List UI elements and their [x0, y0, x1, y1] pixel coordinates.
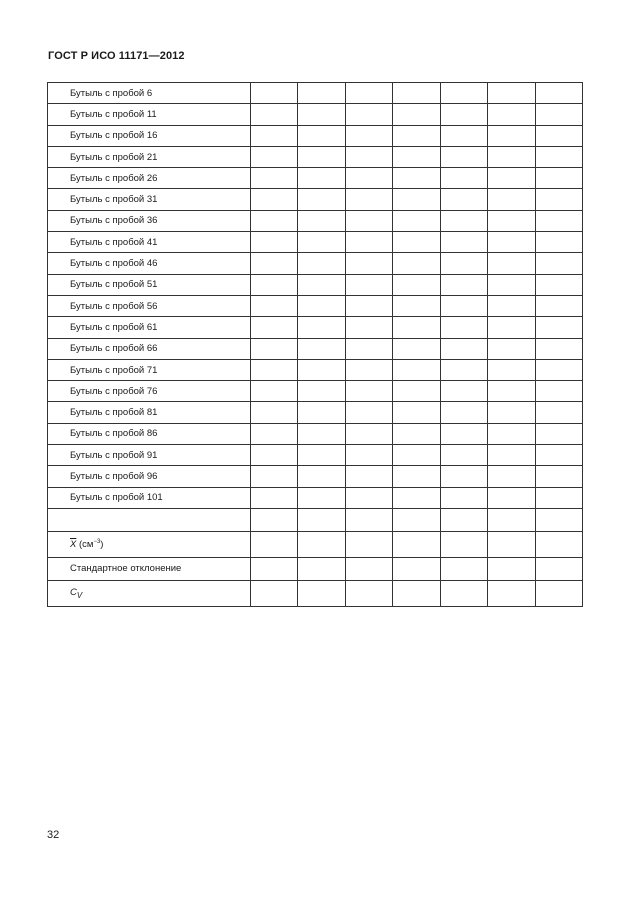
value-cell [440, 423, 487, 444]
value-cell [535, 253, 582, 274]
sample-bottle-label: Бутыль с пробой 66 [48, 338, 251, 359]
table-row [48, 423, 583, 444]
value-cell [488, 317, 535, 338]
sample-bottle-label: Бутыль с пробой 16 [48, 125, 251, 146]
value-cell [535, 104, 582, 125]
value-cell [345, 423, 392, 444]
table-row [48, 189, 583, 210]
value-cell [535, 531, 582, 557]
value-cell [345, 168, 392, 189]
table-row [48, 104, 583, 125]
value-cell [488, 580, 535, 606]
value-cell [535, 232, 582, 253]
value-cell [345, 295, 392, 316]
value-cell [440, 83, 487, 104]
value-cell [488, 210, 535, 231]
value-cell [393, 531, 440, 557]
sample-bottle-label: Бутыль с пробой 31 [48, 189, 251, 210]
value-cell [345, 125, 392, 146]
value-cell [251, 487, 298, 508]
value-cell [345, 146, 392, 167]
value-cell [488, 104, 535, 125]
value-cell [488, 557, 535, 580]
value-cell [535, 466, 582, 487]
value-cell [393, 423, 440, 444]
value-cell [345, 338, 392, 359]
value-cell [535, 487, 582, 508]
value-cell [440, 445, 487, 466]
value-cell [251, 580, 298, 606]
value-cell [535, 146, 582, 167]
sample-bottle-label: Бутыль с пробой 46 [48, 253, 251, 274]
mean-row [48, 531, 583, 557]
value-cell [298, 359, 345, 380]
value-cell [393, 557, 440, 580]
value-cell [535, 295, 582, 316]
value-cell [251, 402, 298, 423]
value-cell [535, 508, 582, 531]
value-cell [535, 125, 582, 146]
value-cell [393, 402, 440, 423]
value-cell [345, 580, 392, 606]
value-cell [535, 83, 582, 104]
value-cell [298, 466, 345, 487]
table-row [48, 146, 583, 167]
value-cell [345, 253, 392, 274]
value-cell [393, 508, 440, 531]
value-cell [345, 189, 392, 210]
cv-row [48, 580, 583, 606]
table-row [48, 210, 583, 231]
value-cell [440, 338, 487, 359]
value-cell [298, 487, 345, 508]
value-cell [251, 189, 298, 210]
sample-bottle-label: Бутыль с пробой 11 [48, 104, 251, 125]
value-cell [440, 531, 487, 557]
sample-bottle-label: Бутыль с пробой 51 [48, 274, 251, 295]
value-cell [488, 83, 535, 104]
value-cell [298, 508, 345, 531]
value-cell [298, 580, 345, 606]
value-cell [298, 423, 345, 444]
table-row [48, 466, 583, 487]
blank-row [48, 508, 583, 531]
value-cell [440, 146, 487, 167]
value-cell [440, 104, 487, 125]
value-cell [298, 381, 345, 402]
table-row [48, 487, 583, 508]
sample-bottle-label: Бутыль с пробой 61 [48, 317, 251, 338]
table-row [48, 359, 583, 380]
value-cell [535, 580, 582, 606]
table-row [48, 402, 583, 423]
sample-bottle-label: Бутыль с пробой 96 [48, 466, 251, 487]
value-cell [298, 104, 345, 125]
value-cell [440, 317, 487, 338]
value-cell [251, 146, 298, 167]
value-cell [488, 359, 535, 380]
value-cell [251, 423, 298, 444]
value-cell [393, 168, 440, 189]
value-cell [535, 274, 582, 295]
value-cell [535, 210, 582, 231]
value-cell [393, 580, 440, 606]
value-cell [345, 508, 392, 531]
value-cell [393, 466, 440, 487]
sample-bottle-label: Бутыль с пробой 76 [48, 381, 251, 402]
value-cell [393, 338, 440, 359]
value-cell [535, 381, 582, 402]
value-cell [440, 381, 487, 402]
value-cell [535, 317, 582, 338]
value-cell [440, 274, 487, 295]
value-cell [488, 423, 535, 444]
cv-subscript: V [76, 590, 83, 600]
value-cell [488, 338, 535, 359]
value-cell [488, 487, 535, 508]
value-cell [393, 125, 440, 146]
value-cell [298, 210, 345, 231]
value-cell [298, 253, 345, 274]
value-cell [393, 381, 440, 402]
sample-bottle-label: Бутыль с пробой 91 [48, 445, 251, 466]
value-cell [345, 445, 392, 466]
value-cell [345, 232, 392, 253]
value-cell [298, 274, 345, 295]
value-cell [345, 402, 392, 423]
sample-bottle-label: Бутыль с пробой 101 [48, 487, 251, 508]
value-cell [251, 168, 298, 189]
value-cell [440, 210, 487, 231]
value-cell [393, 146, 440, 167]
value-cell [440, 580, 487, 606]
value-cell [251, 210, 298, 231]
value-cell [345, 210, 392, 231]
value-cell [535, 402, 582, 423]
value-cell [298, 125, 345, 146]
value-cell [251, 557, 298, 580]
value-cell [298, 531, 345, 557]
value-cell [251, 83, 298, 104]
value-cell [488, 125, 535, 146]
value-cell [535, 338, 582, 359]
value-cell [440, 232, 487, 253]
value-cell [440, 508, 487, 531]
mean-unit: (см [78, 539, 94, 551]
table-row [48, 338, 583, 359]
table-row [48, 125, 583, 146]
value-cell [535, 445, 582, 466]
mean-label [48, 531, 251, 557]
value-cell [393, 104, 440, 125]
sample-bottle-label: Бутыль с пробой 26 [48, 168, 251, 189]
sample-bottle-label: Бутыль с пробой 56 [48, 295, 251, 316]
table-row [48, 445, 583, 466]
value-cell [440, 466, 487, 487]
value-cell [488, 531, 535, 557]
value-cell [488, 146, 535, 167]
sample-bottle-label: Бутыль с пробой 21 [48, 146, 251, 167]
value-cell [393, 253, 440, 274]
value-cell [488, 295, 535, 316]
value-cell [488, 445, 535, 466]
value-cell [488, 508, 535, 531]
value-cell [298, 402, 345, 423]
value-cell [345, 466, 392, 487]
value-cell [535, 359, 582, 380]
value-cell [345, 557, 392, 580]
cv-label [48, 580, 251, 606]
value-cell [345, 359, 392, 380]
value-cell [440, 295, 487, 316]
value-cell [251, 295, 298, 316]
value-cell [345, 317, 392, 338]
value-cell [298, 317, 345, 338]
page-number: 32 [47, 829, 60, 841]
sample-bottle-label: Бутыль с пробой 86 [48, 423, 251, 444]
value-cell [251, 466, 298, 487]
mean-symbol: $\overline{X}$ [70, 539, 77, 551]
value-cell [488, 232, 535, 253]
table-row [48, 253, 583, 274]
cv-symbol: C [70, 586, 77, 598]
table-row [48, 381, 583, 402]
value-cell [393, 445, 440, 466]
value-cell [440, 402, 487, 423]
value-cell [440, 253, 487, 274]
value-cell [488, 402, 535, 423]
value-cell [298, 232, 345, 253]
value-cell [488, 381, 535, 402]
value-cell [298, 168, 345, 189]
value-cell [251, 232, 298, 253]
table-row [48, 295, 583, 316]
value-cell [298, 189, 345, 210]
value-cell [393, 210, 440, 231]
value-cell [345, 104, 392, 125]
value-cell [440, 359, 487, 380]
value-cell [440, 189, 487, 210]
value-cell [251, 253, 298, 274]
value-cell [440, 487, 487, 508]
value-cell [393, 232, 440, 253]
results-table [47, 82, 583, 607]
value-cell [345, 487, 392, 508]
value-cell [298, 83, 345, 104]
value-cell [488, 189, 535, 210]
value-cell [345, 531, 392, 557]
value-cell [440, 125, 487, 146]
value-cell [393, 83, 440, 104]
value-cell [535, 423, 582, 444]
value-cell [251, 508, 298, 531]
blank-label-cell [48, 508, 251, 531]
table-row [48, 232, 583, 253]
document-header: ГОСТ Р ИСО 11171—2012 [48, 50, 185, 62]
value-cell [298, 338, 345, 359]
value-cell [440, 168, 487, 189]
value-cell [298, 295, 345, 316]
std-dev-row [48, 557, 583, 580]
value-cell [535, 557, 582, 580]
value-cell [535, 168, 582, 189]
value-cell [345, 83, 392, 104]
value-cell [298, 146, 345, 167]
value-cell [251, 531, 298, 557]
sample-bottle-label: Бутыль с пробой 41 [48, 232, 251, 253]
value-cell [488, 466, 535, 487]
value-cell [393, 317, 440, 338]
value-cell [345, 274, 392, 295]
value-cell [393, 274, 440, 295]
value-cell [488, 253, 535, 274]
value-cell [251, 274, 298, 295]
value-cell [393, 295, 440, 316]
value-cell [251, 317, 298, 338]
value-cell [251, 381, 298, 402]
value-cell [298, 445, 345, 466]
sample-bottle-label: Бутыль с пробой 36 [48, 210, 251, 231]
table-row [48, 83, 583, 104]
sample-bottle-label: Бутыль с пробой 81 [48, 402, 251, 423]
table-row [48, 168, 583, 189]
value-cell [393, 189, 440, 210]
sample-bottle-label: Бутыль с пробой 71 [48, 359, 251, 380]
value-cell [251, 338, 298, 359]
value-cell [393, 359, 440, 380]
value-cell [535, 189, 582, 210]
value-cell [488, 274, 535, 295]
value-cell [251, 359, 298, 380]
std-dev-label: Стандартное отклонение [48, 557, 251, 580]
value-cell [298, 557, 345, 580]
value-cell [251, 125, 298, 146]
value-cell [488, 168, 535, 189]
table-row [48, 317, 583, 338]
mean-unit-close: ) [100, 539, 104, 551]
value-cell [251, 104, 298, 125]
table-row [48, 274, 583, 295]
value-cell [251, 445, 298, 466]
mean-unit-exponent: −3 [93, 538, 101, 545]
value-cell [393, 487, 440, 508]
sample-bottle-label: Бутыль с пробой 6 [48, 83, 251, 104]
value-cell [345, 381, 392, 402]
value-cell [440, 557, 487, 580]
